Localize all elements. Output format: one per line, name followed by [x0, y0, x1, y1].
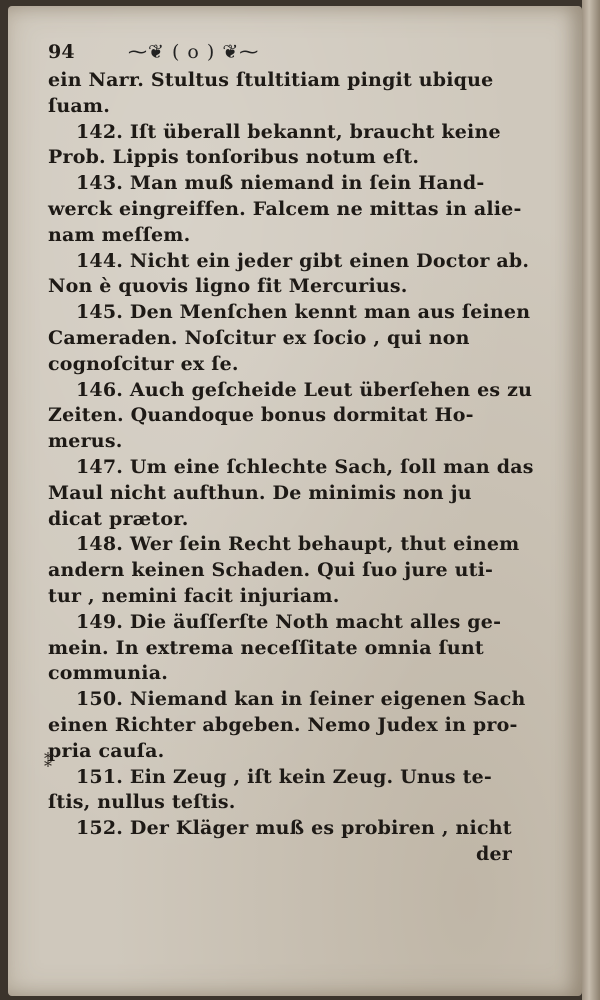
- text-line: 146. Auch geſcheide Leut überſehen es zu: [76, 378, 533, 401]
- header-ornament: ⁓❦ ( o ) ❦⁓: [128, 41, 260, 63]
- text-line: der: [476, 842, 512, 865]
- text-line: merus.: [48, 430, 123, 453]
- text-line: 150. Niemand kan in ſeiner eigenen Sach: [76, 688, 526, 711]
- margin-mark: ⁑: [44, 752, 52, 771]
- text-line: ſuam.: [48, 94, 111, 117]
- text-line: mein. In extrema neceſſitate omnia ſunt: [48, 636, 484, 659]
- text-line: 148. Wer ſein Recht behaupt, thut einem: [76, 533, 520, 556]
- text-line: communia.: [48, 662, 169, 685]
- text-line: Maul nicht aufthun. De minimis non ju: [48, 481, 472, 504]
- text-line: 144. Nicht ein jeder gibt einen Doctor ab.: [76, 249, 530, 272]
- page-header: [48, 36, 512, 68]
- text-line: einen Richter abgeben. Nemo Judex in pro-: [48, 713, 518, 736]
- text-line: 145. Den Menſchen kennt man aus ſeinen: [76, 301, 531, 324]
- text-line: 142. Iſt überall bekannt, braucht keine: [76, 120, 501, 143]
- text-line: dicat prætor.: [48, 507, 189, 530]
- text-line: Cameraden. Noſcitur ex ſocio , qui non: [48, 326, 470, 349]
- text-line: pria cauſa.: [48, 739, 165, 762]
- text-lines: [48, 68, 534, 868]
- text-line: ſtis, nullus teſtis.: [48, 791, 236, 814]
- page-number: 94: [48, 41, 75, 63]
- text-line: nam meſſem.: [48, 223, 191, 246]
- page-edge: [582, 0, 600, 1000]
- text-line: 151. Ein Zeug , iſt kein Zeug. Unus te-: [76, 765, 492, 788]
- text-line: 152. Der Kläger muß es probiren , nicht: [76, 817, 512, 840]
- text-line: ein Narr. Stultus ſtultitiam pingit ubique: [48, 69, 494, 91]
- text-line: andern keinen Schaden. Qui ſuo jure uti-: [48, 559, 494, 582]
- text-line: cognoſcitur ex ſe.: [48, 352, 239, 375]
- text-line: 143. Man muß niemand in ſein Hand-: [76, 172, 485, 195]
- text-line: Non è quovis ligno fit Mercurius.: [48, 275, 408, 298]
- text-line: tur , nemini facit injuriam.: [48, 584, 340, 607]
- text-line: werck eingreiffen. Falcem ne mittas in alie-: [48, 197, 522, 220]
- text-line: Prob. Lippis tonſoribus notum eſt.: [48, 146, 420, 169]
- page-text: [48, 36, 534, 868]
- text-line: 149. Die äuſſerſte Noth macht alles ge-: [76, 610, 502, 633]
- text-line: 147. Um eine ſchlechte Sach, ſoll man das: [76, 455, 534, 478]
- text-line: Zeiten. Quandoque bonus dormitat Ho-: [48, 404, 474, 427]
